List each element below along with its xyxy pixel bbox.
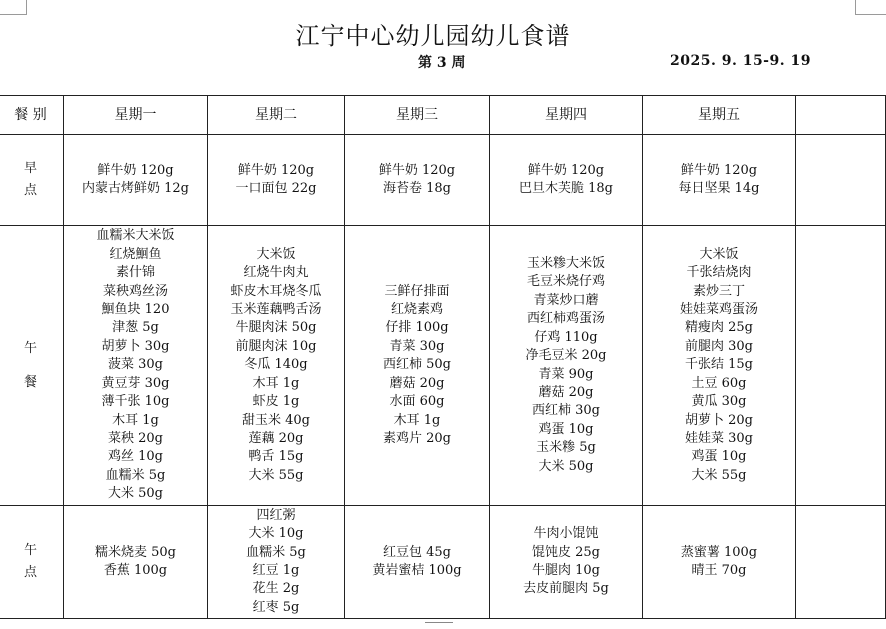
menu-item-line: 糯米烧麦 50g	[95, 544, 176, 560]
meal-label-char: 点	[23, 183, 37, 198]
day-header-extra	[796, 96, 886, 135]
menu-item-line: 每日坚果 14g	[678, 181, 760, 196]
menu-item-line: 千张结 15g	[685, 357, 753, 373]
menu-item-line: 四红粥	[256, 507, 296, 523]
menu-item-line: 毛豆米烧仔鸡	[526, 274, 605, 290]
cell-lunch-thursday	[490, 226, 643, 506]
menu-item-line: 西红柿 50g	[383, 357, 451, 373]
menu-item-line: 大米饭	[256, 246, 296, 262]
meal-label-char: 早	[23, 161, 37, 176]
menu-item-line: 大米 50g	[538, 458, 594, 474]
menu-item-line: 鸡蛋 10g	[691, 449, 747, 465]
cell-breakfast-tuesday	[208, 135, 345, 226]
menu-item-line: 冬瓜 140g	[244, 357, 308, 373]
menu-item-line: 巴旦木芙脆 18g	[519, 181, 613, 196]
menu-item-line: 仔排 100g	[385, 320, 449, 336]
menu-item-line: 黄豆芽 30g	[101, 375, 170, 391]
cell-snack-monday	[64, 506, 208, 619]
menu-item-line: 牛腿肉沫 50g	[235, 320, 317, 336]
menu-item-line: 水面 60g	[389, 394, 445, 410]
menu-item-line: 胡萝卜 30g	[101, 338, 170, 354]
date-range: 2025. 9. 15-9. 19	[670, 53, 811, 69]
menu-item-line: 甜玉米 40g	[242, 412, 310, 428]
menu-item-line: 去皮前腿肉 5g	[523, 581, 609, 597]
menu-item-line: 素鸡片 20g	[383, 430, 451, 446]
page-corner-mark-right	[855, 0, 886, 15]
menu-item-line: 黄瓜 30g	[691, 394, 747, 410]
meal-label-char: 餐	[23, 374, 37, 390]
menu-item-line: 鮰鱼块 120	[101, 302, 170, 318]
cell-lunch-extra	[796, 226, 886, 506]
menu-item-line: 津葱 5g	[112, 320, 159, 336]
menu-item-line: 净毛豆米 20g	[525, 348, 607, 364]
menu-item-line: 晴王 70g	[691, 563, 747, 578]
menu-item-line: 胡萝卜 20g	[685, 412, 753, 428]
header-row	[0, 96, 886, 135]
cell-breakfast-monday	[64, 135, 208, 226]
menu-item-line: 馄饨皮 25g	[532, 544, 600, 560]
menu-item-line: 前腿肉沫 10g	[235, 338, 317, 354]
menu-item-line: 青菜 30g	[389, 338, 445, 354]
page-corner-mark-left	[0, 0, 27, 15]
menu-item-line: 大米 50g	[108, 486, 163, 502]
menu-item-line: 血糯米 5g	[246, 544, 306, 560]
day-header-wednesday: 星期三	[345, 96, 490, 135]
menu-item-line: 鲜牛奶 120g	[97, 162, 174, 178]
menu-table	[0, 95, 886, 619]
menu-item-line: 血糯米 5g	[105, 467, 166, 483]
cell-breakfast-extra	[796, 135, 886, 226]
menu-item-line: 海苔卷 18g	[383, 181, 451, 196]
menu-item-line: 红烧素鸡	[390, 302, 443, 318]
menu-item-line: 千张结烧肉	[686, 265, 752, 281]
meal-label-afternoon-snack	[0, 506, 64, 619]
page-tab-mark	[425, 622, 453, 629]
menu-item-line: 木耳 1g	[393, 412, 441, 428]
cell-lunch-wednesday	[345, 226, 490, 506]
menu-item-line: 蒸蜜薯 100g	[680, 544, 758, 560]
menu-item-line: 鲜牛奶 120g	[527, 162, 605, 178]
menu-item-line: 大米 55g	[248, 467, 304, 483]
day-header-thursday: 星期四	[490, 96, 643, 135]
menu-item-line: 木耳 1g	[252, 375, 300, 391]
day-header-friday: 星期五	[643, 96, 796, 135]
menu-item-line: 青菜 90g	[538, 366, 594, 382]
menu-item-line: 红烧鮰鱼	[109, 246, 162, 262]
row-afternoon-snack	[0, 506, 886, 619]
menu-item-line: 土豆 60g	[691, 375, 747, 391]
menu-item-line: 香蕉 100g	[103, 563, 168, 578]
menu-item-line: 青菜炒口蘑	[533, 292, 599, 308]
menu-item-line: 虾皮木耳烧冬瓜	[230, 283, 322, 299]
menu-item-line: 红枣 5g	[252, 599, 300, 615]
menu-item-line: 鲜牛奶 120g	[378, 162, 456, 178]
menu-item-line: 红烧牛肉丸	[243, 265, 309, 281]
cell-snack-wednesday	[345, 506, 490, 619]
menu-item-line: 鲜牛奶 120g	[680, 162, 758, 178]
menu-item-line: 大米饭	[699, 246, 739, 262]
menu-item-line: 虾皮 1g	[252, 394, 300, 410]
menu-item-line: 精瘦肉 25g	[685, 320, 753, 336]
week-label: 第 3 周	[418, 55, 466, 71]
menu-item-line: 玉米糁 5g	[536, 440, 596, 456]
menu-item-line: 娃娃菜鸡蛋汤	[679, 302, 758, 318]
menu-item-line: 鸡蛋 10g	[538, 421, 594, 437]
menu-item-line: 鸡丝 10g	[108, 449, 163, 465]
menu-item-line: 木耳 1g	[112, 412, 159, 428]
cell-breakfast-thursday	[490, 135, 643, 226]
menu-item-line: 大米 10g	[248, 526, 304, 542]
day-header-monday: 星期一	[64, 96, 208, 135]
cell-lunch-friday	[643, 226, 796, 506]
menu-item-line: 红豆 1g	[252, 563, 300, 578]
menu-item-line: 菜秧鸡丝汤	[102, 283, 168, 299]
menu-item-line: 菜秧 20g	[108, 430, 163, 446]
meal-label-char: 午	[23, 543, 37, 558]
row-lunch	[0, 226, 886, 506]
cell-snack-tuesday	[208, 506, 345, 619]
menu-item-line: 鲜牛奶 120g	[237, 162, 315, 178]
menu-item-line: 素什锦	[115, 265, 155, 281]
document-title: 江宁中心幼儿园幼儿食谱	[295, 22, 571, 50]
menu-item-line: 牛肉小馄饨	[533, 526, 599, 542]
menu-item-line: 牛腿肉 10g	[532, 563, 600, 578]
cell-lunch-monday	[64, 226, 208, 506]
meal-label-char: 点	[23, 565, 37, 580]
menu-item-line: 鸭舌 15g	[248, 449, 304, 465]
menu-item-line: 三鲜仔排面	[384, 283, 450, 299]
menu-item-line: 红豆包 45g	[383, 544, 451, 560]
meal-label-char: 午	[23, 340, 37, 356]
cell-breakfast-friday	[643, 135, 796, 226]
menu-item-line: 素炒三丁	[692, 283, 745, 299]
cell-snack-thursday	[490, 506, 643, 619]
menu-item-line: 西红柿 30g	[532, 403, 600, 419]
row-breakfast	[0, 135, 886, 226]
menu-item-line: 一口面包 22g	[235, 181, 317, 196]
cell-breakfast-wednesday	[345, 135, 490, 226]
menu-item-line: 花生 2g	[252, 581, 300, 597]
day-header-tuesday: 星期二	[208, 96, 345, 135]
menu-item-line: 莲藕 20g	[248, 430, 304, 446]
menu-item-line: 蘑菇 20g	[538, 384, 594, 400]
meal-label-breakfast	[0, 135, 64, 226]
meal-label-lunch	[0, 226, 64, 506]
meal-column-header: 餐 别	[0, 96, 64, 135]
menu-item-line: 黄岩蜜桔 100g	[372, 563, 462, 578]
menu-item-line: 西红柿鸡蛋汤	[526, 311, 605, 327]
menu-item-line: 菠菜 30g	[108, 357, 163, 373]
cell-lunch-tuesday	[208, 226, 345, 506]
menu-item-line: 薄千张 10g	[101, 394, 170, 410]
menu-item-line: 大米 55g	[691, 467, 747, 483]
menu-item-line: 仔鸡 110g	[534, 329, 598, 345]
menu-item-line: 血糯米大米饭	[96, 228, 175, 244]
menu-item-line: 前腿肉 30g	[685, 338, 753, 354]
menu-item-line: 玉米糁大米饭	[526, 256, 605, 272]
cell-snack-friday	[643, 506, 796, 619]
cell-snack-extra	[796, 506, 886, 619]
menu-item-line: 娃娃菜 30g	[685, 430, 753, 446]
menu-item-line: 蘑菇 20g	[389, 375, 445, 391]
menu-item-line: 玉米莲藕鸭舌汤	[230, 302, 322, 318]
menu-item-line: 内蒙古烤鲜奶 12g	[82, 181, 189, 196]
